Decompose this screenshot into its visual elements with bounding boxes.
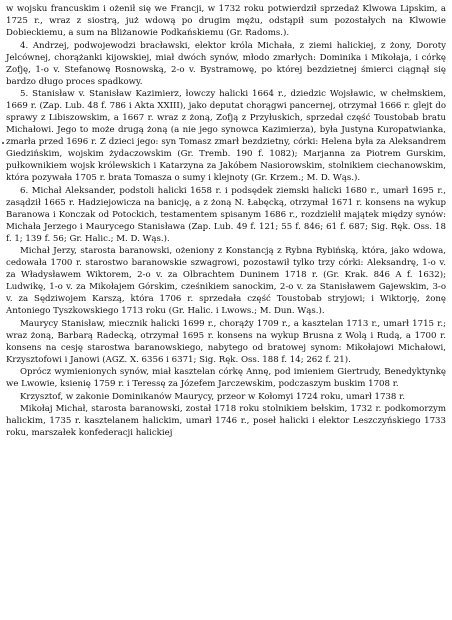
paragraph-michal-jerzy: Michał Jerzy, starosta baranowski, ożeniony z Konstancją z Rybna Rybińską, która, jako wdowa, cedowała 1700 r. starostwo baranowskie szwagrowi, pozostawił tylko trzy córki: Aleksandrę, 1-o v. za Władysławem Wiktorem, 2-o v. za Olbrachtem Duninem 1718 r. (Gr. Krak. 846 A f. 1632); Ludwikę, 1-o v. za Mikołajem Górskim, cześnikiem sanockim, 2-o v. za Stanisławem Gajewskim, 3-o v. za Sędziwojem Karszą, która 1706 r. sprzedała część Toustobab stryjowi; i Wiktorję, żonę Antoniego Tyszkowskiego 1713 roku (Gr. Halic. i Lwows.; M. Dun. Wąs.). — [6, 246, 446, 316]
paragraph-maurycy-stanislaw: Maurycy Stanisław, miecznik halicki 1699 r., chorąży 1709 r., a kasztelan 1713 r., umarł 1715 r.; wraz żoną, Barbarą Radecką, otrzymał 1695 r. konsens na wykup Brusna z Wolą i Rudą, a 1700 r. konsens na cesję starostwa baranowskiego, nabytego od bratowej synom: Mikołajowi Michałowi, Krzysztofowi i Janowi (AGZ. X. 6356 i 6371; Sig. Ręk. Oss. 188 f. 14; 262 f. 21). — [6, 318, 446, 365]
paragraph-daughters: Oprócz wymienionych synów, miał kasztelan córkę Annę, pod imieniem Giertrudy, Benedyktynkę we Lwowie, ksienię 1759 r. i Teressę za Józefem Jarczewskim, podczaszym buskim 1708 r. — [6, 367, 446, 389]
paragraph-michal-aleksander: 6. Michał Aleksander, podstoli halicki 1658 r. i podsędek ziemski halicki 1680 r., umarł 1695 r., zasądził 1665 r. Hadziejowicza na banicję, a z żoną N. Łabęcką, otrzymał 1671 r. konsens na wykup Baranowa i Konczak od Potockich, testamentem spisanym 1686 r., rozdzielił majątek między synów: Michała Jerzego i Maurycego Stanisława (Zap. Lub. 49 f. 121; 55 f. 846; 61 f. 687; Sig. Ręk. Oss. 18 f. 1; 139 f. 56; Gr. Halic.; M. D. Wąs.). — [6, 185, 446, 244]
paragraph-andrzej: 4. Andrzej, podwojewodzi bracławski, elektor króla Michała, z ziemi halickiej, z żony, Doroty Jelcównej, chorążanki kijowskiej, miał dwóch synów, młodo zmarłych: Dominika i Mikołaja, i córkę Zofję, 1-o v. Stefanowę Rosnowską, 2-o v. Bystramowę, po której bezdzietnej śmierci ciągnął się bardzo długo proces spadkowy. — [6, 40, 446, 87]
ink-speck — [2, 142, 4, 144]
paragraph-krzysztof: Krzysztof, w zakonie Dominikanów Maurycy, przeor w Kołomyi 1724 roku, umarł 1738 r. — [20, 391, 405, 402]
paragraph-mikolaj-michal: Mikołaj Michał, starosta baranowski, został 1718 roku stolnikiem bełskim, 1732 r. podkomorzym halickim, 1735 r. kasztelanem halickim, umarł 1746 r., poseł halicki i elektor Leszczyńskiego 1733 roku, marszałek konfederacji halickiej — [6, 404, 446, 438]
paragraph-stanislaw: 5. Stanisław v. Stanisław Kazimierz, łowczy halicki 1664 r., dziedzic Wojsławic, w chełmskiem, 1669 r. (Zap. Lub. 48 f. 786 i Akta XXIII), jako deputat chorągwi pancernej, otrzymał 1666 r. glejt do sprawy z Libiszowskim, a 1667 r. wraz z żoną, Zofją z Przyłuskich, sprzedał część Toustobab bratu Michałowi. Jego to może drugą żoną (a nie jego synowca Kazimierza), była Justyna Kuropatwianka, zmarła przed 1696 r. Z dzieci jego: syn Tomasz zmarł bezdzietny, córki: Helena była za Aleksandrem Giedzińskim, wojskim żydaczowskim (Gr. Tremb. 190 f. 1082); Marjanna za Piotrem Gurskim, pułkownikiem wojsk królewskich i Katarzyna za Jakóbem Nasiorowskim, stolnikiem ciechanowskim, która pozywała 1705 r. brata Tomasza o sumy i klejnoty (Gr. Krzem.; M. D. Wąs.). — [6, 89, 446, 183]
paragraph-continuation: w wojsku francuskim i ożenił się we Francji, w 1732 roku potwierdził sprzedaż Klwowa Lipskim, a 1725 r., wraz z siostrą, już wdową po drugim mężu, odstąpił sum pozostałych na Klwowie Dobieckiemu, a sum na Bliżanowie Podkańskiemu (Gr. Radoms.). — [6, 4, 446, 38]
